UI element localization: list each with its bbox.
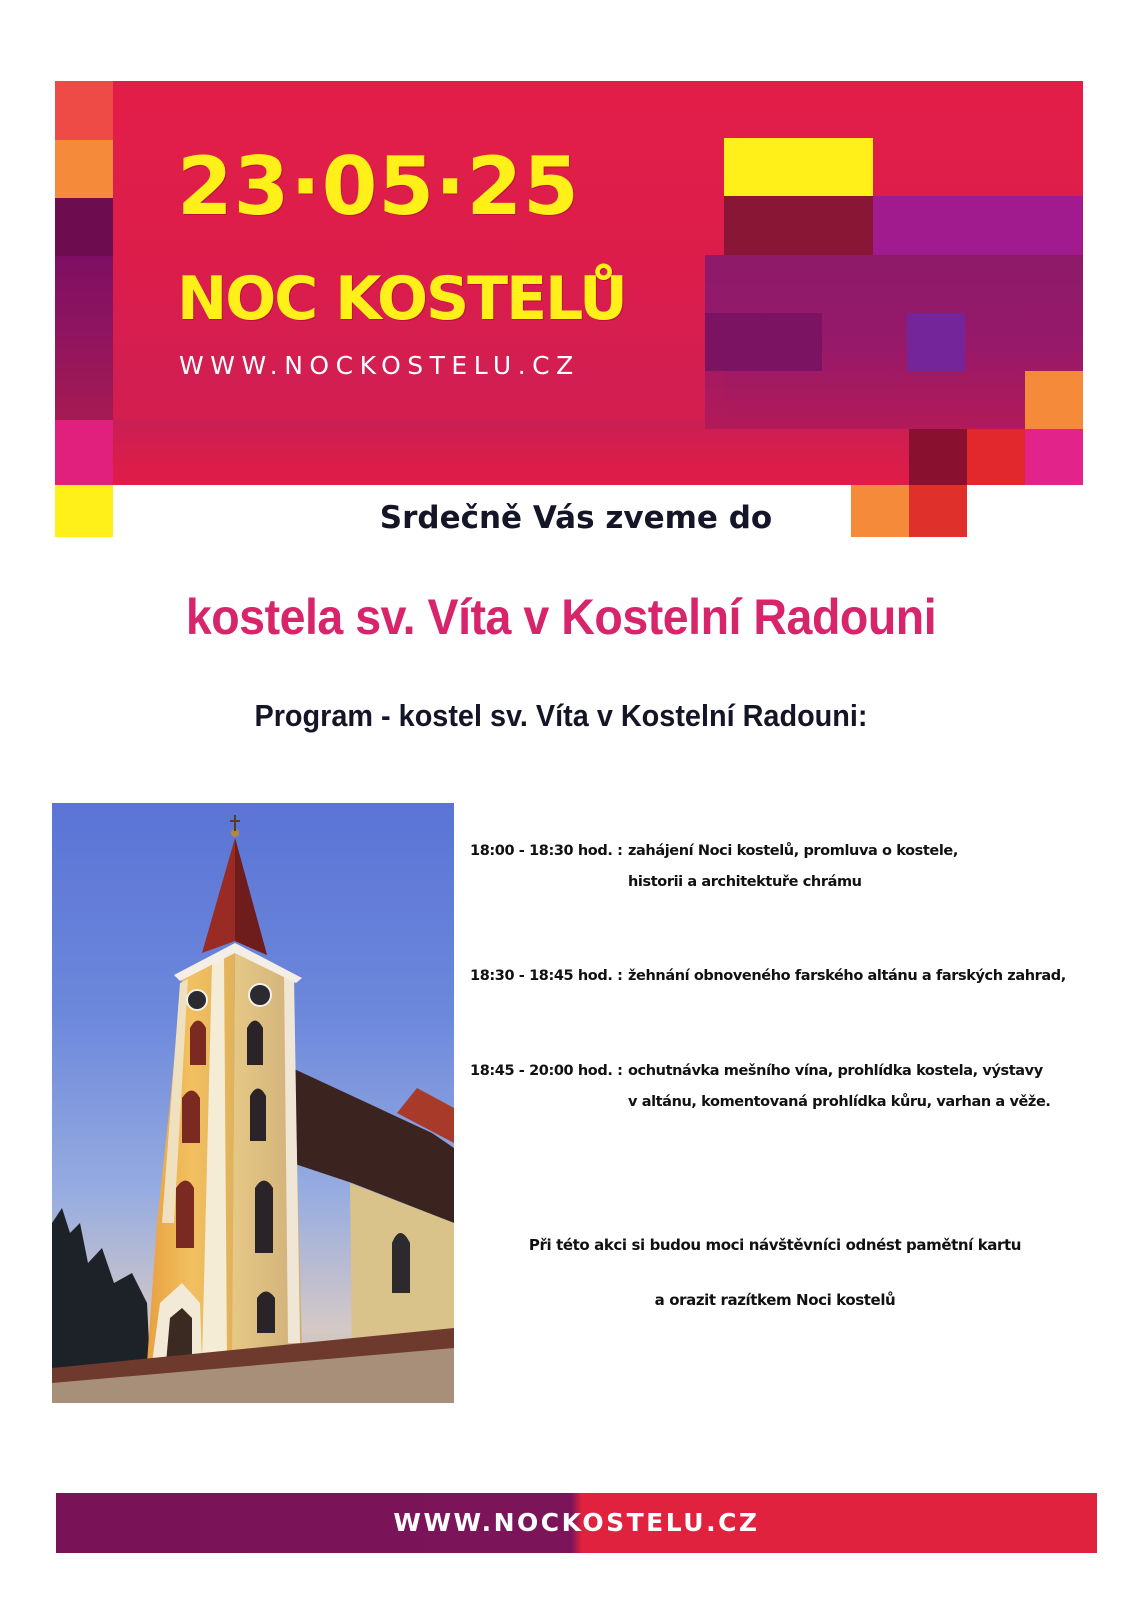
event-banner <box>55 81 1083 485</box>
decor-square-orange <box>55 140 113 198</box>
decor-square-coral <box>55 81 113 140</box>
decor-square-violet <box>907 313 965 371</box>
souvenir-note-line-2: a orazit razítkem Noci kostelů <box>654 1291 896 1309</box>
event-date: 23·05·25 <box>177 140 580 233</box>
decor-square-pink <box>55 420 113 485</box>
program-description-line: zahájení Noci kostelů, promluva o kostele, <box>628 843 958 859</box>
program-description <box>628 1056 1051 1118</box>
decor-square-dark-purple <box>55 198 113 256</box>
footer-bar <box>56 1493 1097 1553</box>
church-photo <box>52 803 454 1403</box>
decor-square-red-bottom <box>967 429 1025 485</box>
decor-square-orange-right <box>1025 371 1083 429</box>
souvenir-note-line-1: Při této akci si budou moci návštěvníci odnést pamětní kartu <box>528 1236 1022 1254</box>
decor-square-darkred-bottom <box>909 429 967 485</box>
decor-square-magenta-purple <box>873 196 1083 255</box>
invitation-line: Srdečně Vás zveme do <box>379 500 773 536</box>
program-description-line: v altánu, komentovaná prohlídka kůru, varhan a věže. <box>628 1094 1051 1110</box>
banner-url[interactable]: WWW.NOCKOSTELU.CZ <box>179 351 580 380</box>
decor-square-dark-red <box>724 196 873 255</box>
program-time: 18:45 - 20:00 hod. : <box>470 1063 623 1079</box>
footer-url-link[interactable]: WWW.NOCKOSTELU.CZ <box>393 1508 760 1537</box>
program-time: 18:00 - 18:30 hod. : <box>470 843 623 859</box>
church-name-heading: kostela sv. Víta v Kostelní Radouni <box>185 589 937 645</box>
program-description-line: ochutnávka mešního vína, prohlídka kostela, výstavy <box>628 1063 1043 1079</box>
program-description-line: historii a architektuře chrámu <box>628 874 862 890</box>
program-heading: Program - kostel sv. Víta v Kostelní Radouni: <box>254 698 868 733</box>
program-description <box>628 836 958 898</box>
decor-square-yellow <box>724 138 873 196</box>
event-title: NOC KOSTELŮ <box>177 264 626 334</box>
decor-strip-purple-gradient <box>55 256 113 420</box>
program-time: 18:30 - 18:45 hod. : <box>470 968 623 984</box>
program-description-line: žehnání obnoveného farského altánu a farských zahrad, <box>628 968 1066 984</box>
decor-square-deep-purple <box>705 313 822 371</box>
program-description <box>628 961 1066 992</box>
church-illustration <box>52 803 454 1403</box>
decor-square-pink-bottom <box>1025 429 1083 485</box>
